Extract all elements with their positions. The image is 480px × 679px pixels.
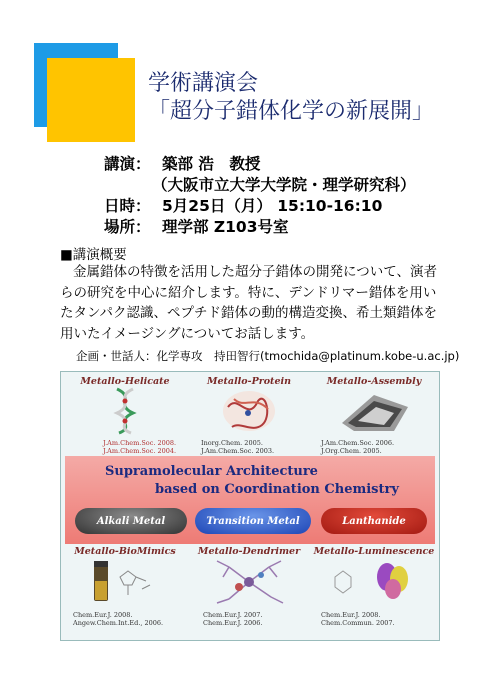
pill-transition-metal: Transition Metal (195, 508, 311, 534)
panel-metallo-luminescence (313, 546, 435, 636)
citation: Angew.Chem.Int.Ed., 2006. (73, 619, 164, 627)
band-title-line1: Supramolecular Architecture (105, 464, 318, 479)
helicate-structure-image (95, 387, 155, 435)
place-row (104, 215, 289, 237)
research-figure (60, 371, 440, 641)
panel-citations (203, 611, 309, 627)
band-title-line2: based on Coordination Chemistry (155, 482, 399, 497)
protein-structure-image (214, 387, 284, 435)
citation: J.Am.Chem.Soc. 2004. (103, 447, 177, 455)
panel-metallo-protein (189, 376, 309, 456)
dendrimer-image (209, 557, 289, 607)
citation: J.Am.Chem.Soc. 2006. (321, 439, 395, 447)
summary-body (60, 262, 446, 344)
assembly-structure-image (334, 387, 414, 435)
panel-citations (103, 439, 185, 455)
panel-citations (201, 439, 309, 455)
citation: Inorg.Chem. 2005. (201, 439, 263, 447)
pill-alkali-metal: Alkali Metal (75, 508, 187, 534)
date-row (104, 194, 382, 216)
citation: Chem.Commun. 2007. (321, 619, 395, 627)
lecture-title: 「超分子錯体化学の新展開」 (148, 99, 435, 124)
panel-title: Metallo-BioMimics (74, 546, 176, 557)
panel-title: Metallo-Luminescence (313, 546, 435, 557)
organizer-contact: 企画・世話人：化学専攻 持田智行(tmochida@platinum.kobe-u.ac.jp) (76, 349, 460, 363)
event-type-title: 学術講演会 (148, 71, 259, 96)
speaker-affiliation: （大阪市立大学大学院・理学研究科） (152, 176, 416, 194)
affiliation-row (104, 173, 416, 195)
citation: Chem.Eur.J. 2007. (203, 611, 263, 619)
citation: Chem.Eur.J. 2008. (321, 611, 381, 619)
architecture-band (65, 456, 435, 544)
panel-title: Metallo-Protein (206, 376, 292, 387)
pill-lanthanide: Lanthanide (321, 508, 427, 534)
date-value: 5月25日（月） 15:10-16:10 (162, 197, 383, 215)
panel-title: Metallo-Dendrimer (197, 546, 301, 557)
panel-title: Metallo-Assembly (326, 376, 422, 387)
panel-metallo-assembly (313, 376, 435, 456)
citation: J.Am.Chem.Soc. 2008. (103, 439, 177, 447)
speaker-name: 築部 浩 教授 (162, 155, 261, 173)
speaker-row (104, 152, 260, 174)
panel-metallo-helicate (65, 376, 185, 456)
place-label: 場所： (104, 218, 151, 236)
date-label: 日時： (104, 197, 151, 215)
luminescence-image (329, 557, 419, 607)
decor-yellow-square (47, 58, 135, 142)
panel-citations (73, 611, 185, 627)
summary-text: 金属錯体の特徴を活用した超分子錯体の開発について、演者らの研究を中心に紹介します。特に、デンドリマー錯体を用いたタンパク認識、ペプチド錯体の動的構造変換、希土類錯体を用いたイメージングについてお話します。 (60, 264, 438, 342)
summary-heading: ■講演概要 (60, 247, 127, 263)
panel-metallo-dendrimer (189, 546, 309, 636)
speaker-label: 講演： (104, 155, 151, 173)
citation: Chem.Eur.J. 2006. (203, 619, 263, 627)
panel-citations (321, 439, 435, 455)
panel-title: Metallo-Helicate (80, 376, 170, 387)
panel-citations (321, 611, 435, 627)
citation: J.Am.Chem.Soc. 2003. (201, 447, 275, 455)
panel-metallo-biomimics (65, 546, 185, 636)
place-value: 理学部 Z103号室 (162, 218, 289, 236)
citation: Chem.Eur.J. 2008. (73, 611, 133, 619)
biomimics-image (80, 557, 170, 607)
citation: J.Org.Chem. 2005. (321, 447, 382, 455)
